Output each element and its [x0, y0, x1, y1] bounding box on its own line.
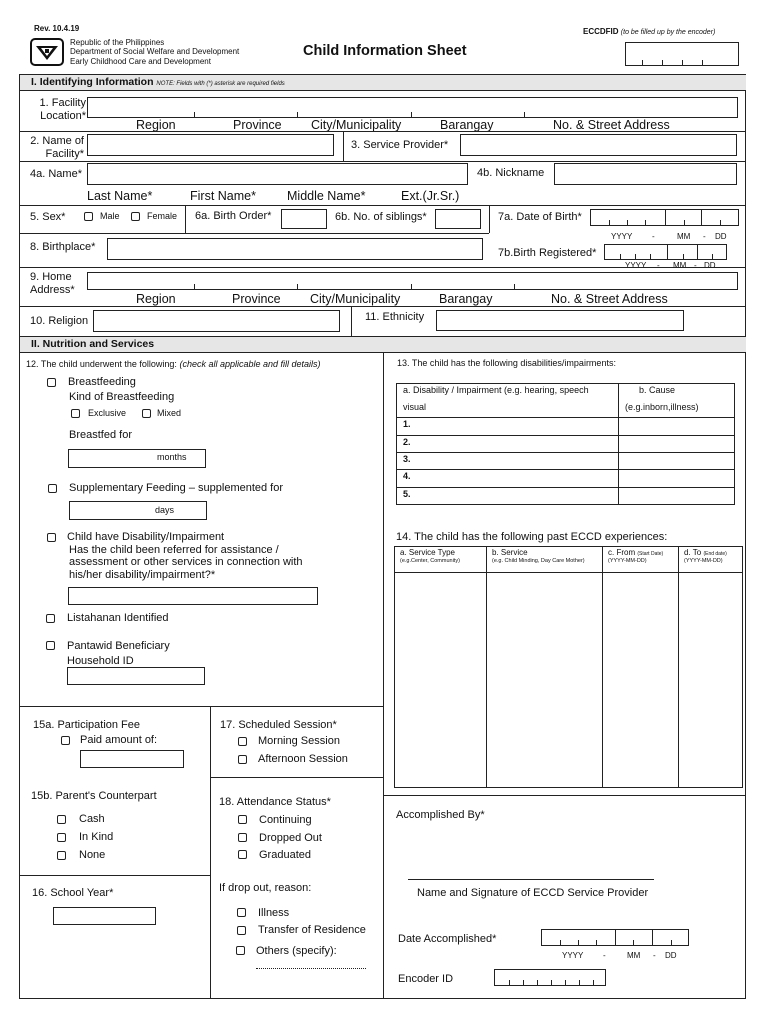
- encoder-id-field[interactable]: [494, 969, 606, 986]
- form-title: Child Information Sheet: [303, 43, 467, 59]
- none-checkbox[interactable]: [57, 851, 66, 860]
- dswd-logo: [30, 38, 64, 66]
- household-id-label: Household ID: [67, 655, 134, 667]
- q15b-label: 15b. Parent's Counterpart: [31, 790, 157, 802]
- listahanan-label: Listahanan Identified: [67, 612, 169, 624]
- illness-checkbox[interactable]: [237, 908, 246, 917]
- city-label: City/Municipality: [311, 118, 402, 132]
- date-of-birth-label: 7a. Date of Birth*: [498, 211, 582, 223]
- q13-col-b-header: b. Cause: [639, 385, 676, 395]
- listahanan-checkbox[interactable]: [46, 614, 55, 623]
- disability-checkbox[interactable]: [47, 533, 56, 542]
- in-kind-checkbox[interactable]: [57, 833, 66, 842]
- q14-col-c-sub: (YYYY-MM-DD): [608, 558, 647, 564]
- breastfeeding-checkbox[interactable]: [47, 378, 56, 387]
- breastfed-for-label: Breastfed for: [69, 429, 132, 441]
- q13-row-2[interactable]: 2.: [403, 437, 411, 447]
- disability-question-3: his/her disability/impairment?*: [69, 569, 216, 581]
- birth-registered-label: 7b.Birth Registered*: [498, 247, 597, 259]
- q12-note: (check all applicable and fill details): [179, 359, 321, 369]
- q14-col-b-sub: (e.g. Child Minding, Day Care Mother): [492, 558, 585, 564]
- q13-row-1[interactable]: 1.: [403, 419, 411, 429]
- last-name-label: Last Name*: [87, 189, 153, 203]
- acc-yyyy: YYYY: [562, 951, 584, 960]
- graduated-checkbox[interactable]: [238, 850, 247, 859]
- disability-label: Child have Disability/Impairment: [67, 531, 225, 543]
- agency-line-1: Republic of the Philippines: [70, 38, 165, 47]
- q13-title: 13. The child has the following disabilities/impairments:: [397, 358, 616, 368]
- transfer-label: Transfer of Residence: [258, 924, 366, 936]
- home-address-field[interactable]: [87, 272, 738, 290]
- male-label: Male: [100, 211, 120, 221]
- months-label: months: [157, 452, 187, 462]
- q13-row-5[interactable]: 5.: [403, 489, 411, 499]
- service-provider-label: 3. Service Provider*: [351, 139, 449, 151]
- household-id-field[interactable]: [67, 667, 205, 685]
- paid-amount-field[interactable]: [80, 750, 184, 768]
- male-checkbox[interactable]: [84, 212, 93, 221]
- breastfeeding-label: Breastfeeding: [68, 376, 136, 388]
- dob-mm: MM: [677, 232, 691, 241]
- home-barangay-label: Barangay: [439, 292, 493, 306]
- acc-dd: DD: [665, 951, 677, 960]
- days-label: days: [155, 505, 175, 515]
- home-address-label: 9. Home Address*: [30, 271, 75, 296]
- signature-label: Name and Signature of ECCD Service Provider: [417, 887, 649, 899]
- revision-label: Rev. 10.4.19: [34, 24, 80, 33]
- others-label: Others (specify):: [256, 945, 337, 957]
- others-specify-line[interactable]: [256, 968, 366, 969]
- exclusive-label: Exclusive: [88, 408, 127, 418]
- cash-label: Cash: [79, 813, 105, 825]
- supplementary-days-field[interactable]: [69, 501, 207, 520]
- paid-amount-checkbox[interactable]: [61, 736, 70, 745]
- section-2-title: II. Nutrition and Services: [31, 338, 155, 350]
- paid-amount-label: Paid amount of:: [80, 734, 158, 746]
- afternoon-session-checkbox[interactable]: [238, 755, 247, 764]
- q13-row-4[interactable]: 4.: [403, 471, 411, 481]
- name-label: 4a. Name*: [30, 168, 82, 180]
- ext-name-label: Ext.(Jr.Sr.): [401, 189, 460, 203]
- dropped-out-checkbox[interactable]: [238, 833, 247, 842]
- siblings-label: 6b. No. of siblings*: [335, 211, 427, 223]
- graduated-label: Graduated: [259, 849, 311, 861]
- birth-order-label: 6a. Birth Order*: [195, 210, 272, 222]
- mixed-label: Mixed: [157, 408, 182, 418]
- birthplace-label: 8. Birthplace*: [30, 241, 96, 253]
- morning-session-checkbox[interactable]: [238, 737, 247, 746]
- facility-name-label: 2. Name of Facility*: [30, 135, 84, 160]
- signature-line[interactable]: [408, 879, 654, 880]
- region-label: Region: [136, 118, 176, 132]
- q12-title: 12. The child underwent the following: (check all applicable and fill details): [26, 359, 321, 369]
- supplementary-checkbox[interactable]: [48, 484, 57, 493]
- home-city-label: City/Municipality: [310, 292, 401, 306]
- q13-row-3[interactable]: 3.: [403, 454, 411, 464]
- name-field[interactable]: [87, 163, 468, 185]
- acc-mm: MM: [627, 951, 641, 960]
- nickname-label: 4b. Nickname: [477, 167, 545, 179]
- dropped-out-label: Dropped Out: [259, 832, 322, 844]
- illness-label: Illness: [258, 907, 290, 919]
- nickname-field[interactable]: [554, 163, 737, 185]
- pantawid-checkbox[interactable]: [46, 641, 55, 650]
- sex-label: 5. Sex*: [30, 211, 66, 223]
- siblings-field[interactable]: [435, 209, 481, 229]
- facility-name-field[interactable]: [87, 134, 334, 156]
- province-label: Province: [233, 118, 282, 132]
- agency-line-2: Department of Social Welfare and Development: [70, 47, 240, 56]
- birthplace-field[interactable]: [107, 238, 483, 260]
- ethnicity-label: 11. Ethnicity: [365, 311, 425, 323]
- ethnicity-field[interactable]: [436, 310, 684, 331]
- dob-dash-1: -: [652, 232, 655, 241]
- q14-table[interactable]: [394, 546, 743, 788]
- morning-session-label: Morning Session: [258, 735, 340, 747]
- in-kind-label: In Kind: [79, 831, 114, 843]
- home-street-label: No. & Street Address: [551, 292, 668, 306]
- agency-line-3: Early Childhood Care and Development: [70, 57, 211, 66]
- acc-dash-1: -: [603, 951, 606, 960]
- dob-dd: DD: [715, 232, 727, 241]
- mixed-checkbox[interactable]: [142, 409, 151, 418]
- afternoon-session-label: Afternoon Session: [258, 753, 348, 765]
- reg-dash-2: -: [694, 261, 697, 270]
- eccdfid-field[interactable]: [625, 42, 739, 66]
- reg-mm: MM: [673, 261, 687, 270]
- home-province-label: Province: [232, 292, 281, 306]
- section-1-title: I. Identifying Information NOTE: Fields with (*) asterisk are required fields: [31, 76, 285, 88]
- pantawid-label: Pantawid Beneficiary: [67, 640, 170, 652]
- disability-question-2: assessment or other services in connection with: [69, 556, 303, 568]
- q13-col-a-header-2: visual: [403, 402, 427, 412]
- date-accomplished-field[interactable]: [541, 929, 689, 946]
- q14-col-d: d. To (End date): [684, 548, 727, 557]
- dob-yyyy: YYYY: [611, 232, 633, 241]
- q17-label: 17. Scheduled Session*: [220, 719, 337, 731]
- supplementary-label: Supplementary Feeding – supplemented for: [69, 482, 284, 494]
- section-1-note: NOTE: Fields with (*) asterisk are required fields: [156, 81, 285, 87]
- eccdfid-note: (to be filled up by the encoder): [620, 29, 716, 36]
- exclusive-checkbox[interactable]: [71, 409, 80, 418]
- female-checkbox[interactable]: [131, 212, 140, 221]
- facility-location-field[interactable]: [87, 97, 738, 118]
- q13-col-a-header: a. Disability / Impairment (e.g. hearing, speech: [403, 385, 589, 395]
- reg-dd: DD: [704, 261, 716, 270]
- date-of-birth-field[interactable]: [590, 209, 739, 226]
- reg-dash-1: -: [657, 261, 660, 270]
- street-label: No. & Street Address: [553, 118, 670, 132]
- q14-col-d-sub: (YYYY-MM-DD): [684, 558, 723, 564]
- cash-checkbox[interactable]: [57, 815, 66, 824]
- q15a-label: 15a. Participation Fee: [33, 719, 141, 731]
- first-name-label: First Name*: [190, 189, 256, 203]
- q18-label: 18. Attendance Status*: [219, 796, 331, 808]
- q14-title: 14. The child has the following past ECCD experiences:: [396, 531, 668, 543]
- barangay-label: Barangay: [440, 118, 494, 132]
- transfer-checkbox[interactable]: [237, 926, 246, 935]
- middle-name-label: Middle Name*: [287, 189, 366, 203]
- q13-col-b-header-2: (e.g.inborn,illness): [625, 402, 699, 412]
- facility-location-label: 1. Facility Location*: [39, 97, 86, 122]
- school-year-field[interactable]: [53, 907, 156, 925]
- encoder-id-label: Encoder ID: [398, 973, 454, 985]
- dob-dash-2: -: [703, 232, 706, 241]
- eccdfid-label: ECCDFID (to be filled up by the encoder): [583, 27, 716, 36]
- drop-reason-label: If drop out, reason:: [219, 882, 312, 894]
- religion-label: 10. Religion: [30, 315, 89, 327]
- q14-col-a: a. Service Type: [400, 548, 455, 557]
- disability-referral-field[interactable]: [68, 587, 318, 605]
- birth-registered-field[interactable]: [604, 244, 727, 260]
- home-region-label: Region: [136, 292, 176, 306]
- female-label: Female: [147, 211, 178, 221]
- birth-order-field[interactable]: [281, 209, 327, 229]
- q14-col-a-sub: (e.g.Center, Community): [400, 558, 460, 564]
- reg-yyyy: YYYY: [625, 261, 647, 270]
- accomplished-by-label: Accomplished By*: [396, 809, 485, 821]
- others-checkbox[interactable]: [236, 946, 245, 955]
- q16-label: 16. School Year*: [32, 887, 114, 899]
- religion-field[interactable]: [93, 310, 340, 332]
- kind-breastfeeding-label: Kind of Breastfeeding: [69, 391, 175, 403]
- none-label: None: [79, 849, 106, 861]
- continuing-checkbox[interactable]: [238, 815, 247, 824]
- service-provider-field[interactable]: [460, 134, 737, 156]
- disability-question-1: Has the child been referred for assistance /: [69, 544, 279, 556]
- q14-col-b: b. Service: [492, 548, 528, 557]
- q14-col-c: c. From (Start Date): [608, 548, 664, 557]
- continuing-label: Continuing: [259, 814, 312, 826]
- acc-dash-2: -: [653, 951, 656, 960]
- date-accomplished-label: Date Accomplished*: [398, 933, 497, 945]
